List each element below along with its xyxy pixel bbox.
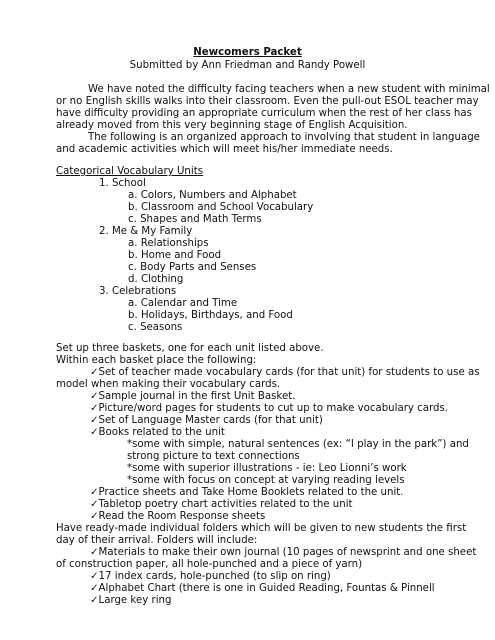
folder-item: ✓17 index cards, hole-punched (to slip on ring) — [90, 571, 331, 582]
folders-line: day of their arrival. Folders will include: — [56, 535, 258, 546]
folder-item: ✓Alphabet Chart (there is one in Guided Reading, Fountas & Pinnell — [90, 583, 435, 594]
basket-subitem: *some with focus on concept at varying reading levels — [127, 475, 405, 486]
basket-item: ✓Read the Room Response sheets — [90, 511, 266, 522]
intro2-line: The following is an organized approach to involving that student in language — [88, 132, 480, 143]
basket-subitem: *some with superior illustrations - ie: Leo Lionni’s work — [127, 463, 407, 474]
basket-subitem: strong picture to text connections — [127, 451, 300, 462]
intro-line: already moved from this very beginning stage of English Acquisition. — [56, 120, 408, 131]
folder-item: ✓Large key ring — [90, 595, 172, 606]
folder-item: ✓Materials to make their own journal (10 pages of newsprint and one sheet — [90, 547, 477, 558]
basket-item: ✓Set of Language Master cards (for that unit) — [90, 415, 323, 426]
basket-item: ✓Tabletop poetry chart activities related to the unit — [90, 499, 353, 510]
basket-item: ✓Set of teacher made vocabulary cards (for that unit) for students to use as — [90, 367, 480, 378]
intro-line: or no English skills walks into their classroom. Even the pull-out ESOL teacher may — [56, 96, 479, 107]
basket-item: ✓Sample journal in the first Unit Basket. — [90, 391, 296, 402]
unit-item: c. Shapes and Math Terms — [128, 214, 262, 225]
document-title: Newcomers Packet — [193, 47, 302, 58]
unit-item: c. Seasons — [128, 322, 183, 333]
unit-label: 1. School — [99, 178, 146, 189]
unit-item: a. Colors, Numbers and Alphabet — [128, 190, 297, 201]
intro2-line: and academic activities which will meet his/her immediate needs. — [56, 144, 393, 155]
unit-label: 2. Me & My Family — [99, 226, 193, 237]
unit-item: b. Classroom and School Vocabulary — [128, 202, 314, 213]
unit-item: b. Home and Food — [128, 250, 222, 261]
unit-item: a. Relationships — [128, 238, 209, 249]
baskets-line: Set up three baskets, one for each unit listed above. — [56, 343, 324, 354]
unit-label: 3. Celebrations — [99, 286, 177, 297]
folders-line: Have ready-made individual folders which will be given to new students the first — [56, 523, 467, 534]
unit-item: a. Calendar and Time — [128, 298, 238, 309]
document-subtitle: Submitted by Ann Friedman and Randy Powell — [129, 60, 366, 71]
folder-item: of construction paper, all hole-punched and a piece of yarn) — [56, 559, 363, 570]
units-heading: Categorical Vocabulary Units — [56, 166, 204, 177]
basket-subitem: *some with simple, natural sentences (ex: “I play in the park”) and — [127, 439, 469, 450]
basket-item: model when making their vocabulary cards. — [56, 379, 281, 390]
unit-item: b. Holidays, Birthdays, and Food — [128, 310, 293, 321]
intro-line: We have noted the difficulty facing teachers when a new student with minimal — [88, 84, 490, 95]
unit-item: c. Body Parts and Senses — [128, 262, 257, 273]
baskets-line: Within each basket place the following: — [56, 355, 257, 366]
basket-item: ✓Picture/word pages for students to cut up to make vocabulary cards. — [90, 403, 449, 414]
basket-item: ✓Practice sheets and Take Home Booklets related to the unit. — [90, 487, 404, 498]
intro-line: have difficulty providing an appropriate curriculum when the rest of her class has — [56, 108, 472, 119]
unit-item: d. Clothing — [128, 274, 184, 285]
basket-item: ✓Books related to the unit — [90, 427, 225, 438]
